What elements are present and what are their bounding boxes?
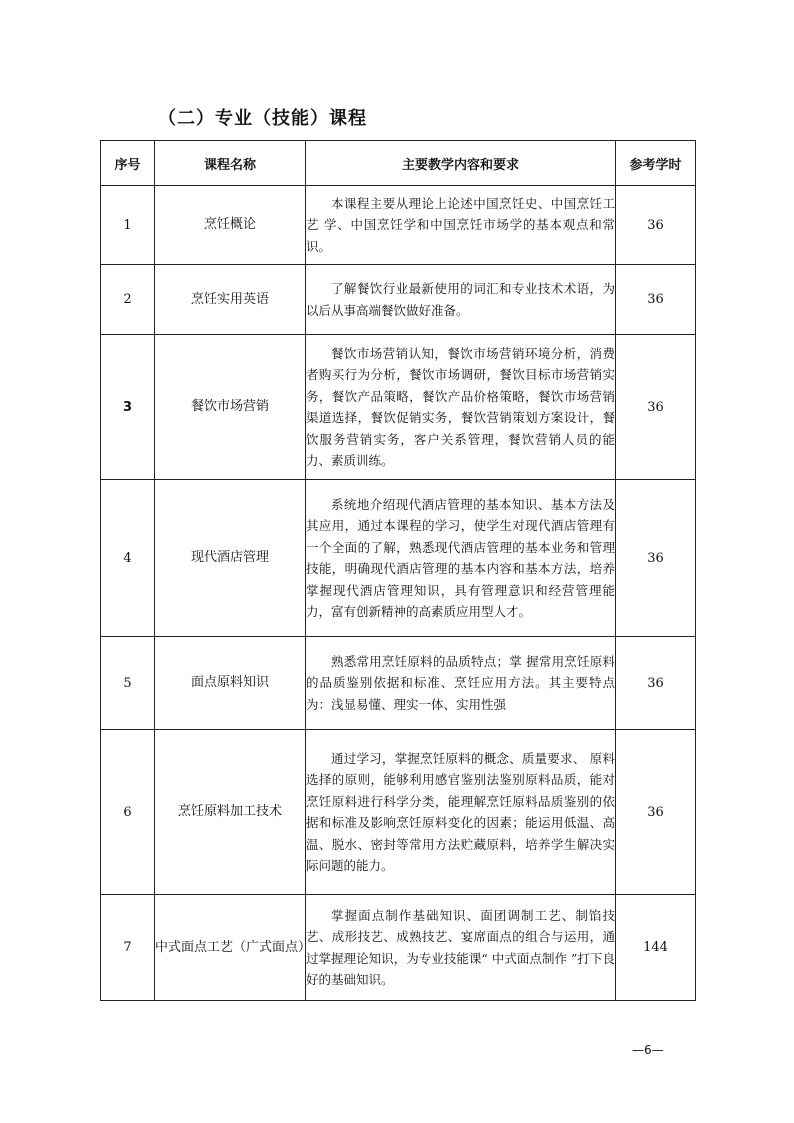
row-number: 2 [101, 265, 155, 335]
course-hours: 36 [616, 335, 696, 480]
page-number: —6— [632, 1043, 664, 1057]
row-number: 4 [101, 480, 155, 637]
course-hours: 36 [616, 637, 696, 730]
row-number: 3 [101, 335, 155, 480]
course-hours: 144 [616, 895, 696, 1001]
course-content: 熟悉常用烹饪原料的品质特点；掌 握常用烹饪原料的品质鉴别依据和标准、烹饪应用方法。其主要特点为：浅显易懂、理实一体、实用性强 [306, 637, 616, 730]
course-hours: 36 [616, 186, 696, 265]
course-name: 烹饪原料加工技术 [155, 730, 306, 895]
course-name: 餐饮市场营销 [155, 335, 306, 480]
table-row [101, 480, 696, 637]
course-name: 烹饪概论 [155, 186, 306, 265]
row-number: 5 [101, 637, 155, 730]
course-name: 现代酒店管理 [155, 480, 306, 637]
header-hours: 参考学时 [616, 141, 696, 186]
header-course-name: 课程名称 [155, 141, 306, 186]
course-hours: 36 [616, 730, 696, 895]
course-content: 餐饮市场营销认知，餐饮市场营销环境分析，消费者购买行为分析，餐饮市场调研，餐饮目标市场营销实务，餐饮产品策略，餐饮产品价格策略，餐饮市场营销渠道选择，餐饮促销实务，餐饮营销策划方案设计，餐饮服务营销实务，客户关系管理，餐饮营销人员的能力、素质训练。 [306, 335, 616, 480]
course-table [100, 140, 696, 1001]
course-name: 烹饪实用英语 [155, 265, 306, 335]
header-content: 主要教学内容和要求 [306, 141, 616, 186]
course-name: 中式面点工艺（广式面点） [155, 895, 306, 1001]
row-number: 7 [101, 895, 155, 1001]
table-row [101, 895, 696, 1001]
table-row [101, 186, 696, 265]
table-row [101, 335, 696, 480]
course-content: 了解餐饮行业最新使用的词汇和专业技术术语，为以后从事高端餐饮做好准备。 [306, 265, 616, 335]
section-title: （二）专业（技能）课程 [158, 108, 367, 129]
row-number: 6 [101, 730, 155, 895]
course-content: 本课程主要从理论上论述中国烹饪史、中国烹饪工艺 学、中国烹饪学和中国烹饪市场学的基本观点和常识。 [306, 186, 616, 265]
header-number: 序号 [101, 141, 155, 186]
table-row [101, 637, 696, 730]
course-hours: 36 [616, 480, 696, 637]
course-name: 面点原料知识 [155, 637, 306, 730]
table-row [101, 730, 696, 895]
row-number: 1 [101, 186, 155, 265]
course-content: 掌握面点制作基础知识、面团调制工艺、制馅技 艺、成形技艺、成熟技艺、宴席面点的组合与运用，通过掌握理论知识，为专业技能课“ 中式面点制作 ”打下良好的基础知识。 [306, 895, 616, 1001]
course-content: 系统地介绍现代酒店管理的基本知识、基本方法及其应用，通过本课程的学习，使学生对现代酒店管理有一个全面的了解，熟悉现代酒店管理的基本业务和管理技能，明确现代酒店管理的基本内容和基本方法，培养掌握现代酒店管理知识，具有管理意识和经营管理能力，富有创新精神的高素质应用型人才。 [306, 480, 616, 637]
course-hours: 36 [616, 265, 696, 335]
table-row [101, 265, 696, 335]
course-content: 通过学习，掌握烹饪原料的概念、质量要求、 原料选择的原则，能够利用感官鉴别法鉴别原料品质，能对烹饪原料进行科学分类，能理解烹饪原料品质鉴别的依据和标准及影响烹饪原料变化的因素；能运用低温、高温、脱水、密封等常用方法贮藏原料，培养学生解决实际问题的能力。 [306, 730, 616, 895]
table-header-row [101, 141, 696, 186]
